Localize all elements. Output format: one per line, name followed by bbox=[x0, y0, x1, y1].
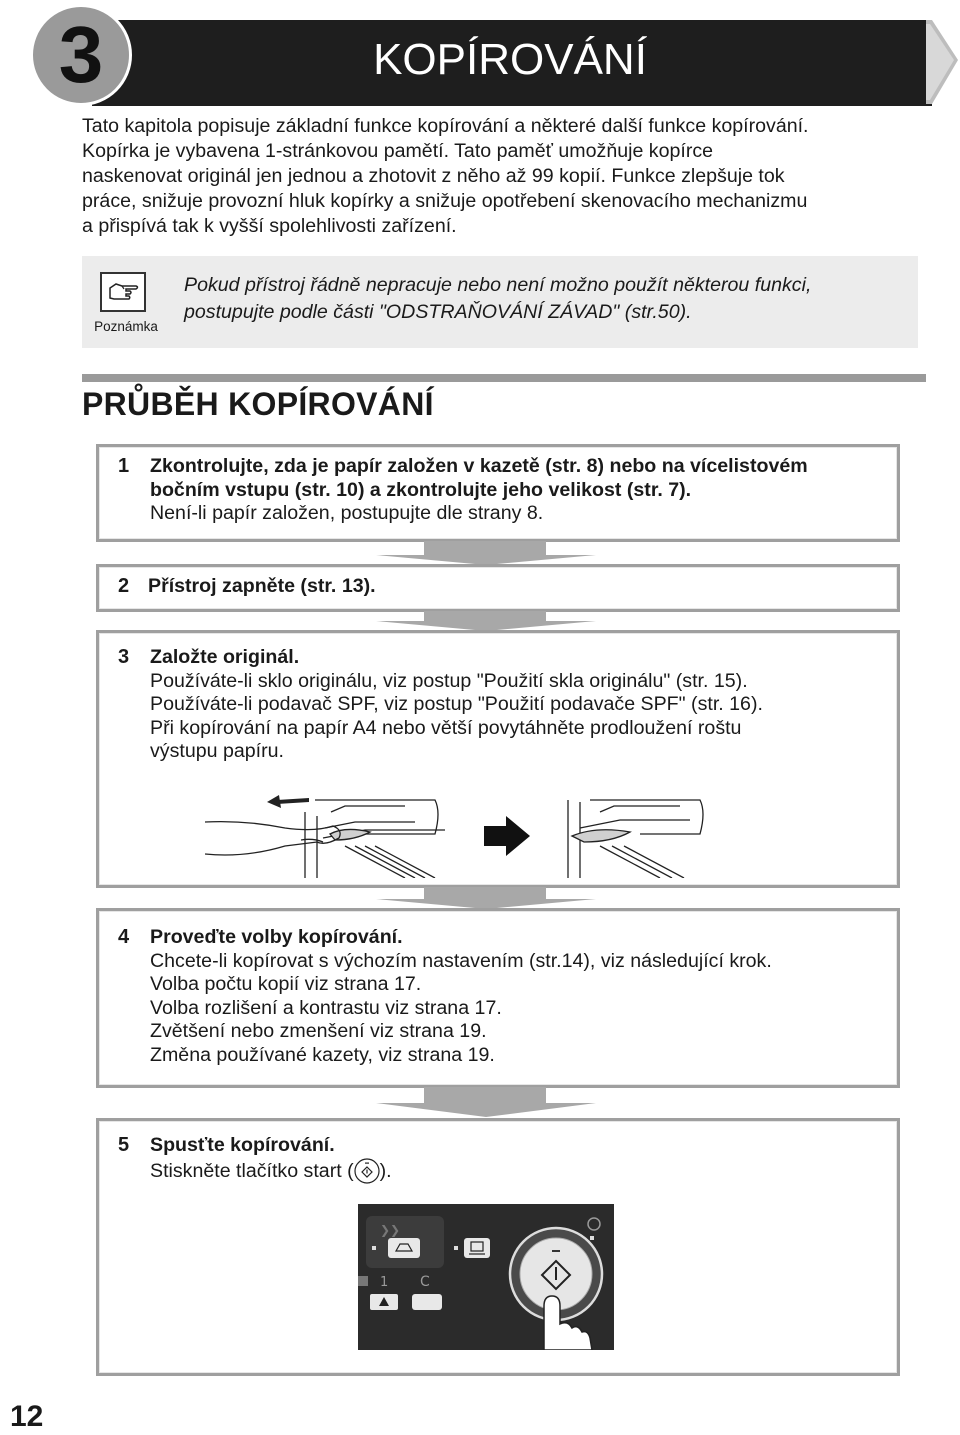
step-line: Používáte-li podavač SPF, viz postup "Použití podavače SPF" (str. 16). bbox=[150, 693, 763, 715]
note-label: Poznámka bbox=[94, 319, 158, 334]
step-line: Chcete-li kopírovat s výchozím nastavením (str.14), viz následující krok. bbox=[150, 949, 772, 972]
intro-line: naskenovat originál jen jednou a zhotovit z něho až 99 kopií. Funkce zlepšuje tok bbox=[82, 165, 785, 187]
step-line: Při kopírování na papír A4 nebo větší povytáhněte prodloužení roštu bbox=[150, 716, 742, 739]
step-number: 3 bbox=[118, 646, 130, 668]
arrow-right-icon bbox=[484, 816, 530, 856]
copy-count-display: 1 bbox=[380, 1275, 389, 1290]
header-arrow-tip bbox=[926, 4, 960, 106]
step-number: 2 bbox=[118, 575, 130, 597]
step-number: 4 bbox=[118, 926, 130, 948]
step-heading: Spusťte kopírování. bbox=[150, 1134, 335, 1156]
output-tray-illustration-before bbox=[205, 792, 445, 878]
note-text bbox=[184, 272, 914, 326]
step-text-5 bbox=[150, 1134, 392, 1184]
output-tray-illustration-after bbox=[560, 792, 710, 878]
step-line-start: Stiskněte tlačítko start ( bbox=[150, 1159, 354, 1182]
step-heading: Proveďte volby kopírování. bbox=[150, 926, 403, 948]
step-text-2 bbox=[148, 575, 376, 599]
chapter-number: 3 bbox=[58, 10, 104, 99]
step-line: Volba počtu kopií viz strana 17. bbox=[150, 973, 422, 995]
flow-arrow bbox=[0, 1087, 960, 1121]
step-line: Používáte-li sklo originálu, viz postup "Použití skla originálu" (str. 15). bbox=[150, 669, 748, 692]
intro-paragraph bbox=[82, 114, 932, 239]
intro-line: práce, snižuje provozní hluk kopírky a snižuje opotřebení skenovacího mechanizmu bbox=[82, 190, 808, 212]
step-text-1 bbox=[150, 455, 808, 526]
section-rule bbox=[82, 374, 926, 382]
step-heading: bočním vstupu (str. 10) a zkontrolujte jeho velikost (str. 7). bbox=[150, 478, 692, 501]
section-title: PRŮBĚH KOPÍROVÁNÍ bbox=[82, 386, 434, 422]
step-line bbox=[150, 1158, 392, 1184]
step-line: Volba rozlišení a kontrastu viz strana 17. bbox=[150, 996, 502, 1019]
step-line: Změna používané kazety, viz strana 19. bbox=[150, 1043, 495, 1066]
control-panel-illustration bbox=[358, 1204, 614, 1350]
step-heading: Zkontrolujte, zda je papír založen v kazetě (str. 8) nebo na vícelistovém bbox=[150, 455, 808, 477]
step-heading: Přístroj zapněte (str. 13). bbox=[148, 575, 376, 597]
svg-text:❯❯: ❯❯ bbox=[380, 1223, 401, 1237]
pointing-hand-icon bbox=[100, 272, 146, 312]
clear-label: C bbox=[420, 1274, 430, 1290]
step-number: 1 bbox=[118, 455, 130, 477]
page-number: 12 bbox=[10, 1400, 44, 1433]
step-text-3 bbox=[150, 646, 763, 764]
intro-line: Kopírka je vybavena 1-stránkovou pamětí. Tato paměť umožňuje kopírce bbox=[82, 140, 714, 162]
step-line-end: ). bbox=[379, 1159, 392, 1182]
start-button-icon bbox=[354, 1158, 380, 1184]
step-text-4 bbox=[150, 926, 772, 1067]
step-line: výstupu papíru. bbox=[150, 740, 284, 762]
chapter-title: KOPÍROVÁNÍ bbox=[373, 35, 647, 84]
intro-line: a přispívá tak k vyšší spolehlivosti zařízení. bbox=[82, 215, 457, 237]
step-line: Není-li papír založen, postupujte dle strany 8. bbox=[150, 502, 544, 524]
step-heading: Založte originál. bbox=[150, 646, 300, 668]
step-number: 5 bbox=[118, 1134, 130, 1156]
step-line: Zvětšení nebo zmenšení viz strana 19. bbox=[150, 1020, 487, 1042]
note-line: postupujte podle části "ODSTRAŇOVÁNÍ ZÁVAD" (str.50). bbox=[184, 301, 692, 323]
intro-line: Tato kapitola popisuje základní funkce kopírování a některé další funkce kopírování. bbox=[82, 115, 809, 137]
note-line: Pokud přístroj řádně nepracuje nebo není možno použít některou funkci, bbox=[184, 274, 812, 296]
